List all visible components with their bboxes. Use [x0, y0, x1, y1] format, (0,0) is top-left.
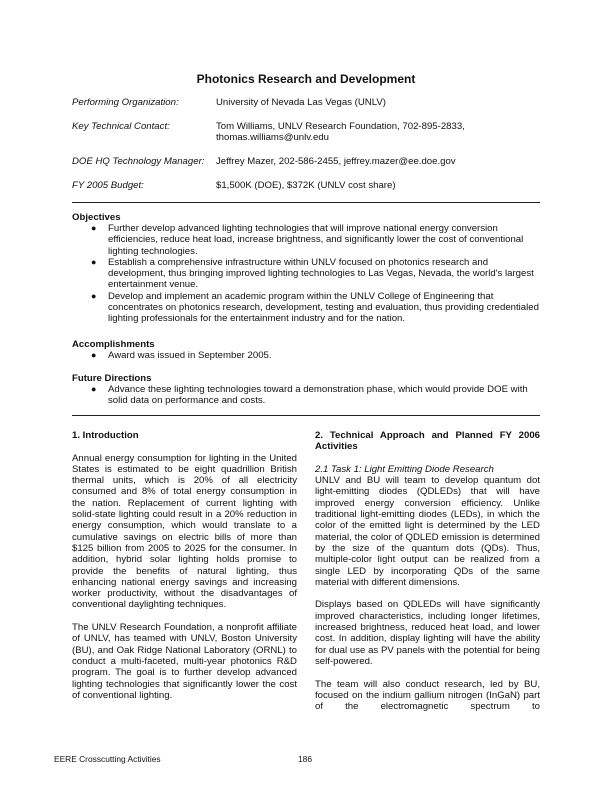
meta-label: FY 2005 Budget:: [72, 180, 144, 191]
section-heading-introduction: 1. Introduction: [72, 430, 139, 441]
list-item: [72, 223, 540, 257]
paragraph: [315, 464, 540, 475]
section-heading-technical-approach: 2. Technical Approach and Planned FY 2006 Activities: [315, 430, 540, 453]
list-item: [72, 257, 540, 291]
meta-label: Performing Organization:: [72, 97, 179, 108]
meta-value: $1,500K (DOE), $372K (UNLV cost share): [216, 180, 396, 191]
paragraph: Annual energy consumption for lighting in the United States is estimated to be eight quadrillion British thermal units, which is 20% of all electricity consumed and 8% of total energy consumption in the nation. Replacement of current lighting with solid-state lighting could result in a 20% reduction in energy consumption, which would translate to a cumulative savings on electric bills of more than $125 billion from 2005 to 2025 for the consumer. In addition, hybrid solar lighting holds promise to provide the benefits of natural lighting, thus enhancing national energy savings and increasing worker productivity, without the disadvantages of conventional daylighting techniques.: [72, 452, 297, 611]
accomplishments-heading: Accomplishments: [72, 339, 155, 350]
list-item-text: Further develop advanced lighting technologies that will improve national energy conversion efficiencies, reduce heat load, increase brightness, and significantly lower the cost of conventional lighting technologies.: [108, 223, 524, 257]
meta-label: DOE HQ Technology Manager:: [72, 156, 205, 167]
meta-value: Tom Williams, UNLV Research Foundation, 702-895-2833, thomas.williams@unlv.edu: [216, 121, 465, 144]
right-column: [315, 430, 540, 724]
paragraph: The team will also conduct research, led by BU, focused on the indium gallium nitrogen (InGaN) part of the electromagnetic spectrum to: [315, 678, 540, 713]
divider: [72, 202, 540, 203]
paragraph: UNLV and BU will team to develop quantum dot light-emitting diodes (QDLEDs) that will have improved energy conversion efficiency. Unlike traditional light-emitting diodes (LEDs), in which the color of the emitted light is determined by the LED material, the color of QDLED emission is determined by the size of the quantum dots (QDs). Thus, multiple-color light output can be realized from a single LED by incorporating QDs of the same material with different dimensions.: [315, 475, 540, 588]
list-item: [72, 384, 540, 407]
paragraph: Displays based on QDLEDs will have significantly improved characteristics, including longer lifetimes, increased brightness, reduced heat load, and lower cost. In addition, display lighting will have the ability for dual use as PV panels with the potential for being self-powered.: [315, 599, 540, 667]
meta-label: Key Technical Contact:: [72, 121, 170, 132]
bullet-icon: ●: [91, 350, 97, 360]
list-item: [72, 350, 540, 361]
bullet-icon: ●: [91, 256, 97, 267]
page-number: 186: [298, 754, 312, 764]
bullet-icon: ●: [91, 223, 97, 233]
list-item-text: Establish a comprehensive infrastructure within UNLV focused on photonics research and development, thus bringing improved lighting technologies to Las Vegas, Nevada, the world's largest entertainment venue.: [108, 256, 534, 291]
subsection-heading: 2.1 Task 1: Light Emitting Diode Research: [315, 463, 494, 475]
page-title: Photonics Research and Development: [196, 72, 416, 86]
accomplishments-list: [72, 350, 540, 361]
left-column: [72, 430, 297, 712]
footer-title: EERE Crosscutting Activities: [54, 754, 161, 764]
list-item-text: Award was issued in September 2005.: [108, 350, 272, 361]
meta-value: Jeffrey Mazer, 202-586-2455, jeffrey.mazer@ee.doe.gov: [216, 156, 456, 167]
paragraph: The UNLV Research Foundation, a nonprofit affiliate of UNLV, has teamed with UNLV, Boston University (BU), and Oak Ridge National Laboratory (ORNL) to conduct a multi-faceted, multi-year photonics R&D program. The goal is to further develop advanced lighting technologies that significantly lower the cost of conventional lighting.: [72, 622, 297, 701]
bullet-icon: ●: [91, 384, 97, 394]
list-item-text: Advance these lighting technologies toward a demonstration phase, which would provide DOE with solid data on performance and costs.: [108, 384, 528, 407]
divider: [72, 415, 540, 416]
future-directions-list: [72, 384, 540, 407]
list-item: [72, 291, 540, 325]
bullet-icon: ●: [91, 290, 97, 301]
future-directions-heading: Future Directions: [72, 373, 152, 384]
objectives-heading: Objectives: [72, 212, 121, 223]
list-item-text: Develop and implement an academic program within the UNLV College of Engineering that concentrates on photonics research, development, testing and evaluation, thus providing credentialed lighting professionals for the entertainment industry and for the nation.: [108, 290, 539, 325]
objectives-list: [72, 223, 540, 325]
meta-value: University of Nevada Las Vegas (UNLV): [216, 97, 386, 108]
